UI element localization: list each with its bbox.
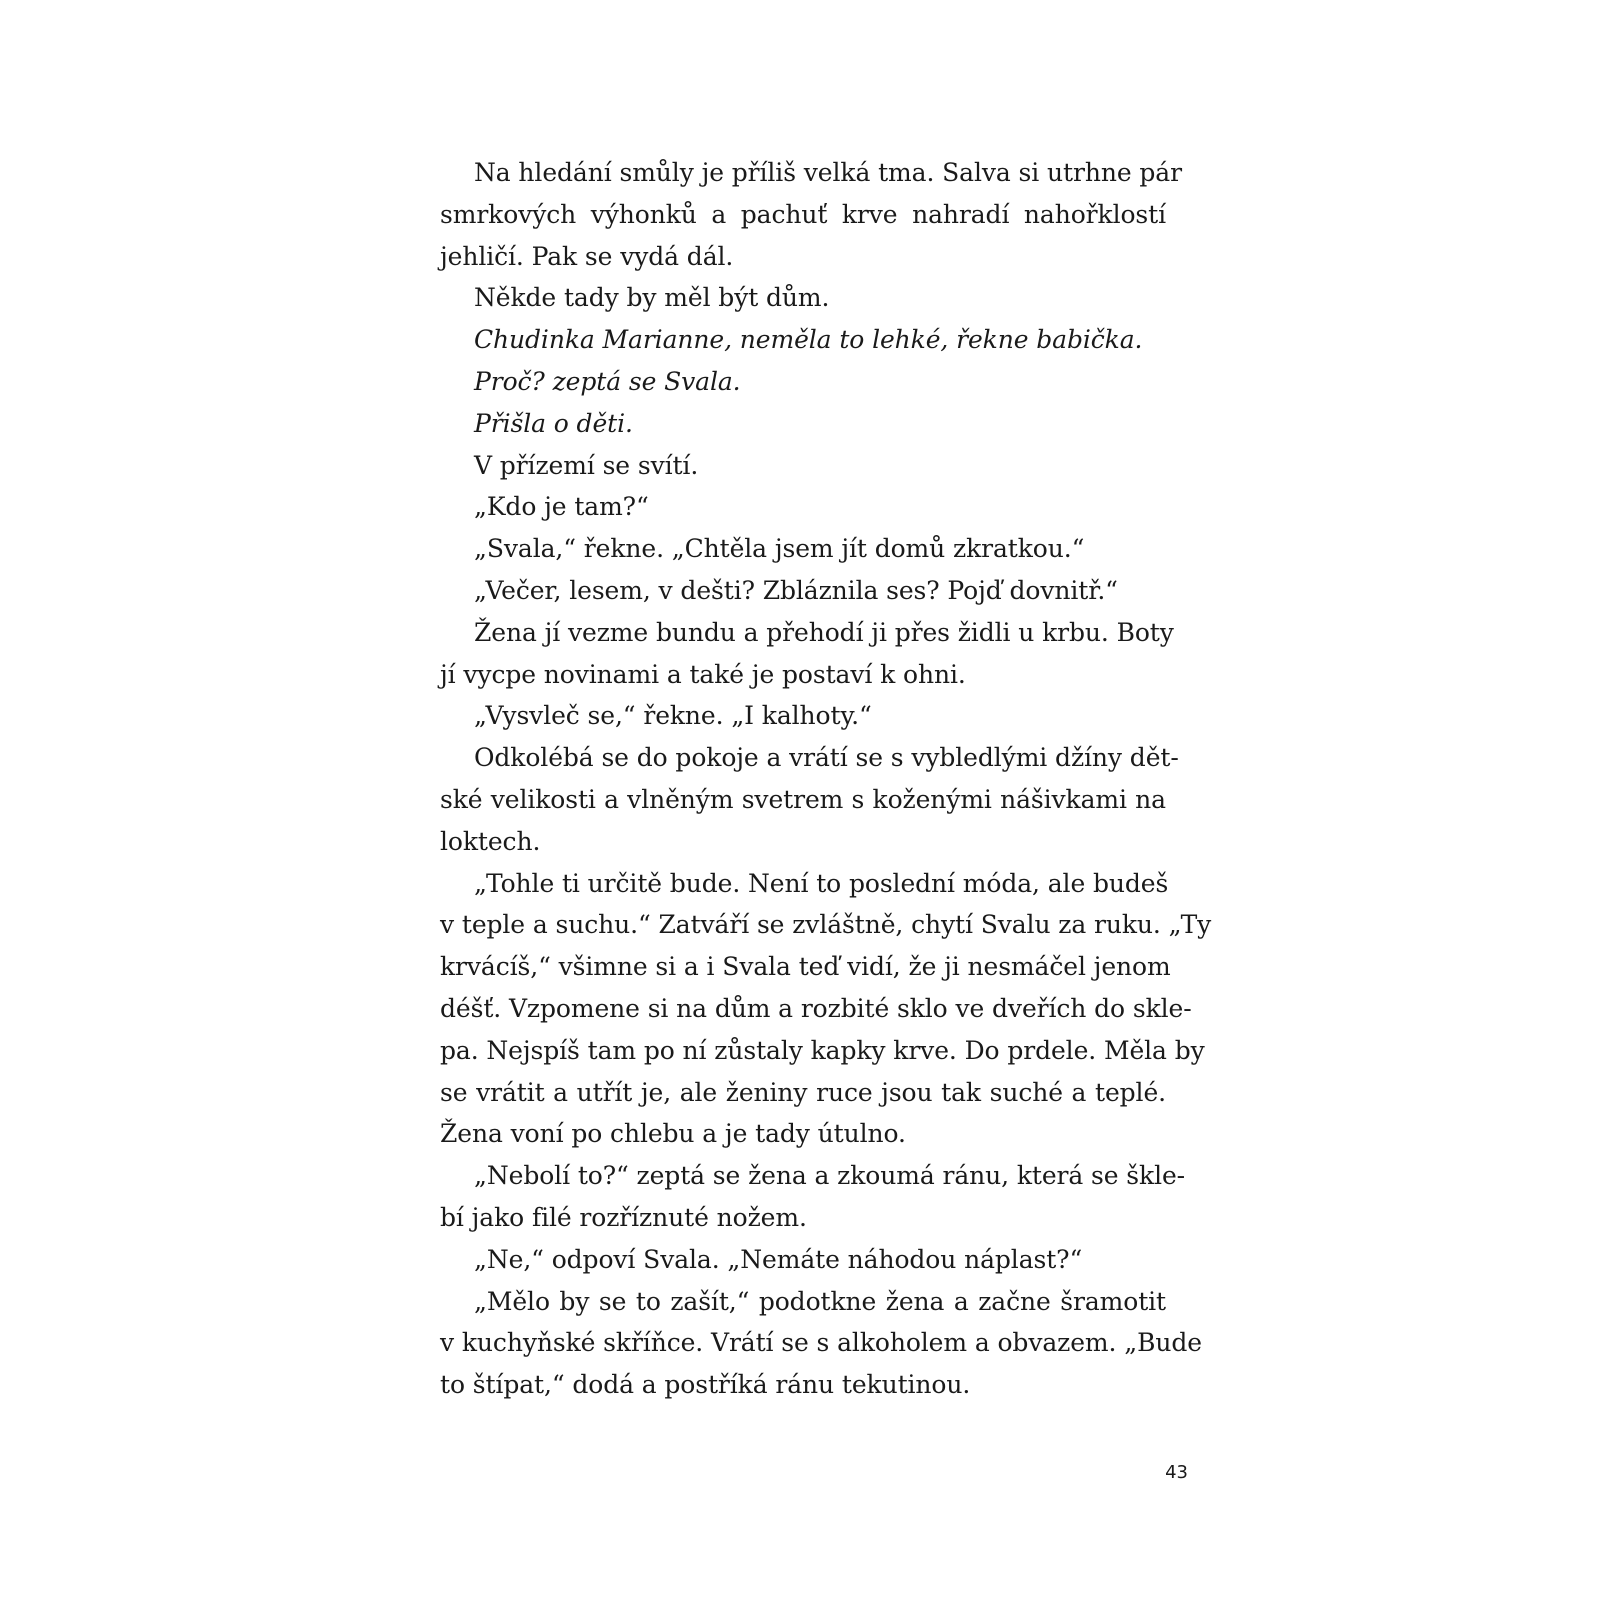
page-number: 43 [1165, 1462, 1188, 1483]
text-line: „Večer, lesem, v dešti? Zbláznila ses? Pojď dovnitř.“ [474, 575, 1118, 605]
text-line: loktech. [440, 826, 541, 856]
text-line: déšť. Vzpomene si na dům a rozbité sklo ve dveřích do skle- [440, 993, 1192, 1023]
text-line: V přízemí se svítí. [474, 450, 699, 480]
text-line: Žena voní po chlebu a je tady útulno. [440, 1119, 906, 1149]
text-line: Na hledání smůly je příliš velká tma. Salva si utrhne pár [474, 158, 1182, 187]
text-line: smrkových výhonků a pachuť krve nahradí nahořklostí [440, 199, 1166, 229]
text-line: „Kdo je tam?“ [474, 492, 649, 522]
text-line: Někde tady by měl být dům. [474, 283, 830, 313]
text-line: v kuchyňské skříňce. Vrátí se s alkoholem a obvazem. „Bude [440, 1328, 1202, 1358]
text-line: se vrátit a utřít je, ale ženiny ruce jsou tak suché a teplé. [440, 1077, 1166, 1107]
text-line: bí jako filé rozříznuté nožem. [440, 1202, 807, 1232]
text-line: ské velikosti a vlněným svetrem s koženými nášivkami na [440, 784, 1166, 814]
text-line: „Svala,“ řekne. „Chtěla jsem jít domů zkratkou.“ [474, 534, 1085, 564]
body-text [440, 152, 1212, 1406]
text-line: v teple a suchu.“ Zatváří se zvláštně, chytí Svalu za ruku. „Ty [440, 910, 1212, 940]
text-line: Žena jí vezme bundu a přehodí ji přes židli u krbu. Boty [474, 617, 1174, 647]
text-line: „Ne,“ odpoví Svala. „Nemáte náhodou náplast?“ [474, 1244, 1083, 1274]
text-line: Proč? zeptá se Svala. [474, 366, 741, 396]
text-line: to štípat,“ dodá a postříká ránu tekutinou. [440, 1370, 971, 1400]
text-line: „Mělo by se to zašít,“ podotkne žena a začne šramotit [474, 1286, 1166, 1316]
text-line: Chudinka Marianne, neměla to lehké, řekne babička. [474, 325, 1143, 355]
text-line: krvácíš,“ všimne si a i Svala teď vidí, že ji nesmáčel jenom [440, 952, 1171, 982]
text-line: Odkolébá se do pokoje a vrátí se s vybledlými džíny dět- [474, 743, 1179, 773]
text-line: pa. Nejspíš tam po ní zůstaly kapky krve. Do prdele. Měla by [440, 1035, 1205, 1065]
text-line: „Nebolí to?“ zeptá se žena a zkoumá ránu, která se škle- [474, 1161, 1186, 1191]
text-line: „Vysvleč se,“ řekne. „I kalhoty.“ [474, 701, 872, 731]
text-line: Přišla o děti. [474, 408, 633, 438]
text-line: „Tohle ti určitě bude. Není to poslední móda, ale budeš [474, 868, 1169, 898]
text-line: jehličí. Pak se vydá dál. [440, 241, 734, 271]
text-line: jí vycpe novinami a také je postaví k ohni. [440, 659, 966, 689]
